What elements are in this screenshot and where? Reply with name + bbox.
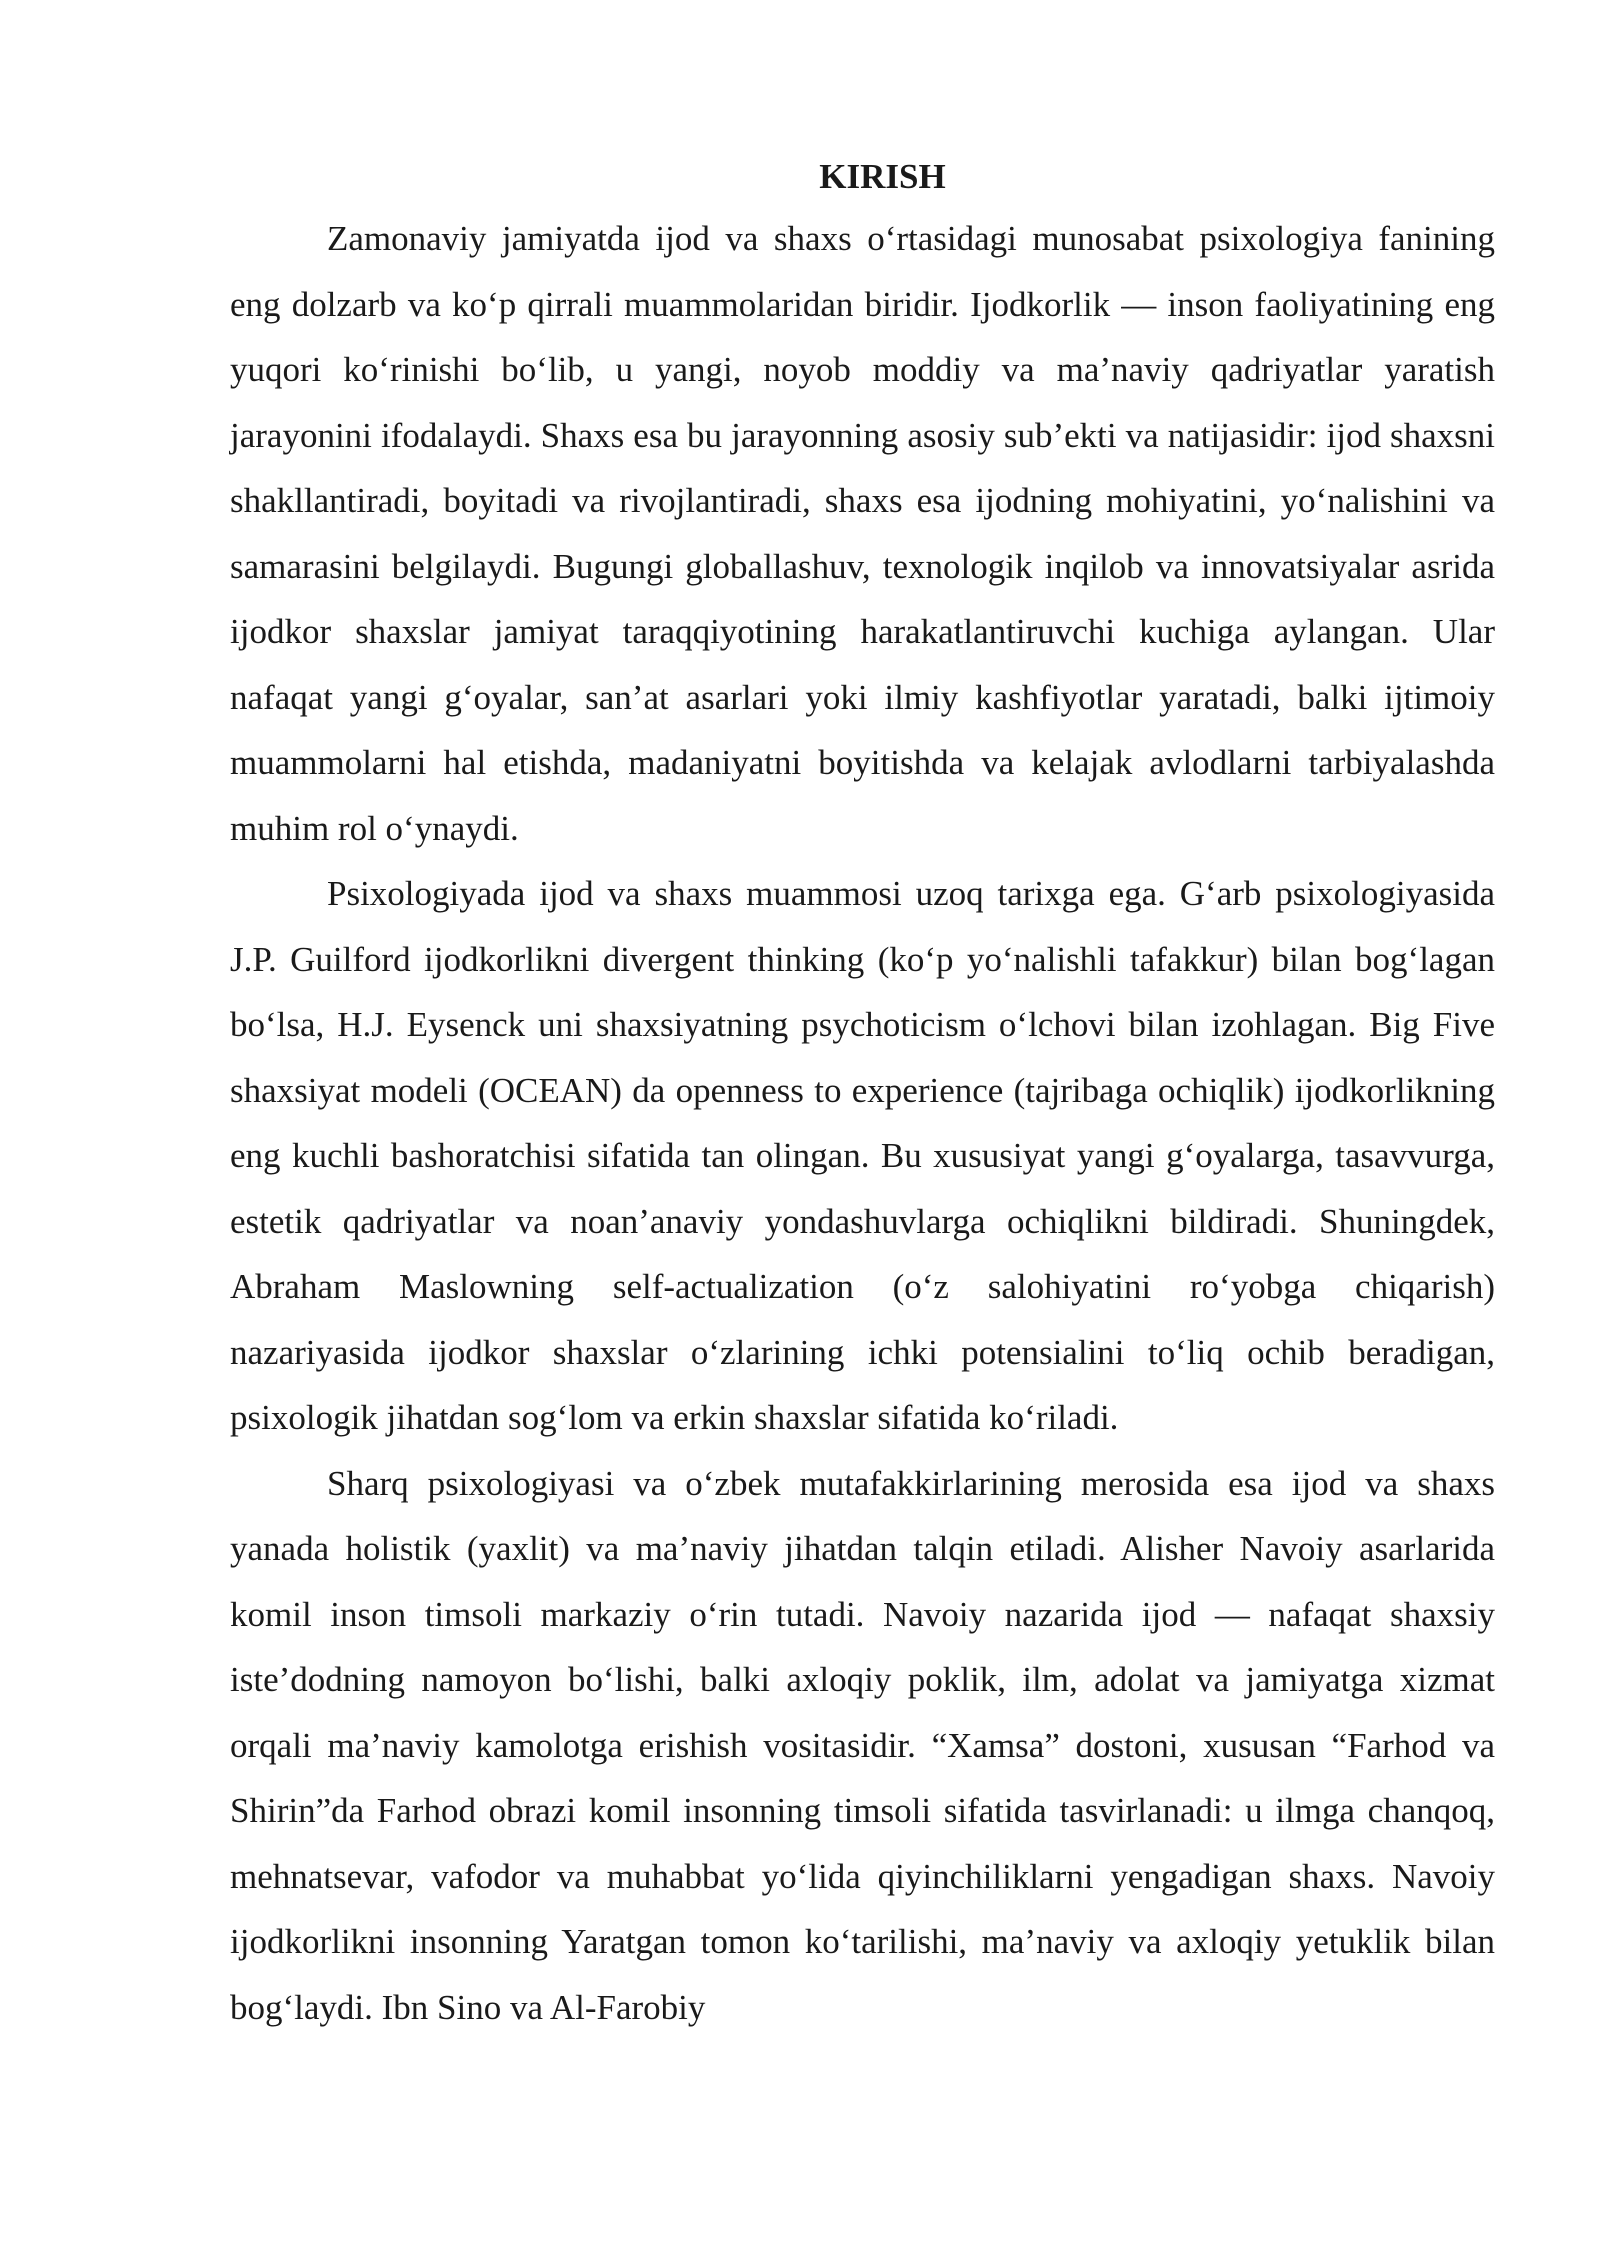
- document-body: [230, 148, 1495, 2040]
- paragraph: Psixologiyada ijod va shaxs muammosi uzoq tarixga ega. G‘arb psixologiyasida J.P. Guilford ijodkorlikni divergent thinking (ko‘p yo‘nalishli tafakkur) bilan bog‘lagan bo‘lsa, H.J. Eysenck uni shaxsiyatning psychoticism o‘lchovi bilan izohlagan. Big Five shaxsiyat modeli (OCEAN) da openness to experience (tajribaga ochiqlik) ijodkorlikning eng kuchli bashoratchisi sifatida tan olingan. Bu xususiyat yangi g‘oyalarga, tasavvurga, estetik qadriyatlar va noan’anaviy yondashuvlarga ochiqlikni bildiradi. Shuningdek, Abraham Maslowning self-actualization (o‘z salohiyatini ro‘yobga chiqarish) nazariyasida ijodkor shaxslar o‘zlarining ichki potensialini to‘liq ochib beradigan, psixologik jihatdan sog‘lom va erkin shaxslar sifatida ko‘riladi.: [230, 874, 1495, 1437]
- paragraph: Zamonaviy jamiyatda ijod va shaxs o‘rtasidagi munosabat psixologiya fanining eng dolzarb va ko‘p qirrali muammolaridan biridir. Ijodkorlik — inson faoliyatining eng yuqori ko‘rinishi bo‘lib, u yangi, noyob moddiy va ma’naviy qadriyatlar yaratish jarayonini ifodalaydi. Shaxs esa bu jarayonning asosiy sub’ekti va natijasidir: ijod shaxsni shakllantiradi, boyitadi va rivojlantiradi, shaxs esa ijodning mohiyatini, yo‘nalishini va samarasini belgilaydi. Bugungi globallashuv, texnologik inqilob va innovatsiyalar asrida ijodkor shaxslar jamiyat taraqqiyotining harakatlantiruvchi kuchiga aylangan. Ular nafaqat yangi g‘oyalar, san’at asarlari yoki ilmiy kashfiyotlar yaratadi, balki ijtimoiy muammolarni hal etishda, madaniyatni boyitishda va kelajak avlodlarni tarbiyalashda muhim rol o‘ynaydi.: [230, 219, 1495, 848]
- section-heading: KIRISH: [819, 157, 946, 196]
- paragraph: Sharq psixologiyasi va o‘zbek mutafakkirlarining merosida esa ijod va shaxs yanada holistik (yaxlit) va ma’naviy jihatdan talqin etiladi. Alisher Navoiy asarlarida komil inson timsoli markaziy o‘rin tutadi. Navoiy nazarida ijod — nafaqat shaxsiy iste’dodning namoyon bo‘lishi, balki axloqiy poklik, ilm, adolat va jamiyatga xizmat orqali ma’naviy kamolotga erishish vositasidir. “Xamsa” dostoni, xususan “Farhod va Shirin”da Farhod obrazi komil insonning timsoli sifatida tasvirlanadi: u ilmga chanqoq, mehnatsevar, vafodor va muhabbat yo‘lida qiyinchiliklarni yengadigan shaxs. Navoiy ijodkorlikni insonning Yaratgan tomon ko‘tarilishi, ma’naviy va axloqiy yetuklik bilan bog‘laydi. Ibn Sino va Al-Farobiy: [230, 1463, 1495, 2027]
